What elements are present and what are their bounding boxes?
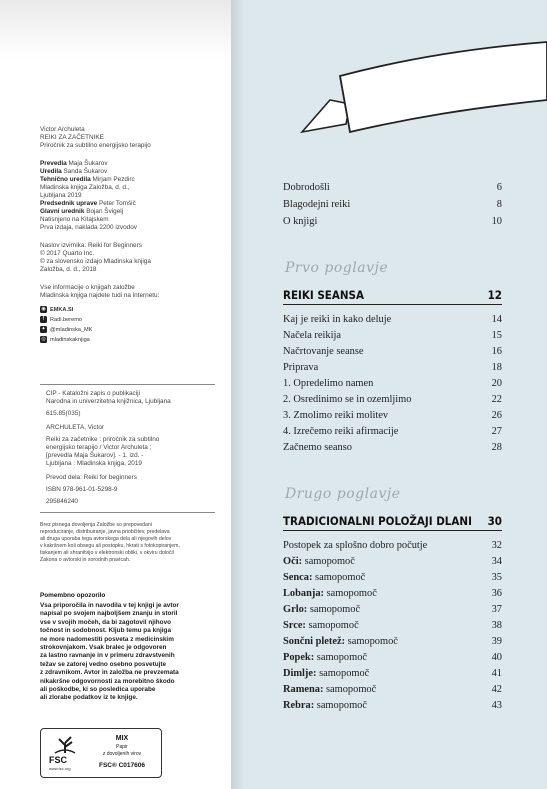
toc-entry[interactable]: Popek: samopomoč 40: [283, 652, 502, 663]
copyright-line: tiskanjem ali shranitvijo v elektronski obliki, v okviru določil: [40, 550, 174, 556]
credit-president: Predsednik uprave Peter Tomšič: [40, 200, 136, 207]
toc-entry[interactable]: Grlo: samopomoč 37: [283, 604, 502, 615]
cip-line: [prevedla Maja Šukarov]. - 1. izd. -: [46, 452, 144, 459]
ribbon-banner: [300, 40, 547, 150]
toc-entry[interactable]: Ramena: samopomoč 42: [283, 684, 502, 695]
divider: [40, 512, 215, 513]
cip-line: CIP - Kataložni zapis o publikaciji: [46, 390, 141, 397]
cip-line: Reiki za začetnike : priročnik za subtilno: [46, 436, 160, 443]
toc-entry[interactable]: Načela reikija 15: [283, 330, 502, 341]
original-line: © za slovensko izdajo Mladinska knjiga: [40, 258, 151, 265]
toc-entry[interactable]: Rebra: samopomoč 43: [283, 700, 502, 711]
cip-line: Ljubljana : Mladinska knjiga, 2019: [46, 460, 142, 467]
toc-entry[interactable]: Dobrodošli 6: [283, 182, 502, 193]
toc-entry[interactable]: O knjigi 10: [283, 216, 502, 227]
fsc-sources: z dovoljenih virov: [102, 751, 142, 757]
social-twitter[interactable]: ✦ @mladinska_MK: [41, 326, 93, 333]
web-icon: ◉: [41, 306, 46, 312]
cip-line: 615.85(035): [46, 410, 81, 417]
copyright-line: v kakršnem koli obsegu ali postopku, hkrati s fotokopiranjem,: [40, 543, 180, 549]
publisher-line: Ljubljana 2019: [40, 192, 82, 199]
cip-line: ISBN 978-961-01-5298-9: [46, 486, 118, 493]
original-line: Naslov izvirnika: Reiki for Beginners: [40, 242, 142, 249]
fsc-paper: Papir: [116, 744, 128, 750]
fsc-logo-box: [40, 728, 162, 778]
chapter-label: Drugo poglavje: [285, 486, 401, 502]
toc-entry[interactable]: Senca: samopomoč 35: [283, 572, 502, 583]
cip-line: 295846240: [46, 498, 78, 505]
credit-editor: Uredila Sanda Šukarov: [40, 168, 108, 175]
original-line: Založba, d. d., 2018: [40, 266, 97, 273]
chapter-label: Prvo poglavje: [285, 260, 389, 276]
toc-entry[interactable]: Srce: samopomoč 38: [283, 620, 502, 631]
author-name: Victor Archuleta: [40, 126, 85, 133]
book-subtitle: Priročnik za subtilno energijsko terapijo: [40, 142, 151, 149]
copyright-line: Zakona o avtorski in sorodnih pravicah.: [40, 557, 131, 563]
info-line: Vse informacije o knjigah založbe: [40, 284, 135, 291]
facebook-icon: f: [40, 316, 47, 323]
section-heading[interactable]: REIKI SEANSA 12: [283, 288, 502, 305]
social-facebook[interactable]: f Radi.beremo: [40, 316, 82, 323]
toc-entry[interactable]: Dimlje: samopomoč 41: [283, 668, 502, 679]
toc-entry[interactable]: Blagodejni reiki 8: [283, 199, 502, 210]
copyright-line: Brez pisnega dovoljenja Založbe so prepovedani: [40, 522, 152, 528]
fsc-mix: MIX: [115, 735, 129, 742]
cip-line: ARCHULETA, Victor: [46, 424, 105, 431]
copyright-line: ali druga uporaba tega avtorskega dela ali njegovih delov: [40, 536, 172, 542]
book-title: REIKI ZA ZAČETNIKE: [40, 134, 104, 141]
print-line: Prva izdaja, naklada 2200 izvodov: [40, 224, 137, 231]
warning-title: Pomembno opozorilo: [40, 592, 106, 599]
toc-entry[interactable]: 4. Izrečemo reiki afirmacije 27: [283, 426, 502, 437]
toc-entry[interactable]: Načrtovanje seanse 16: [283, 346, 502, 357]
toc-entry[interactable]: 1. Opredelimo namen 20: [283, 378, 502, 389]
instagram-icon: ◎: [41, 336, 46, 342]
section-heading[interactable]: TRADICIONALNI POLOŽAJI DLANI 30: [283, 514, 502, 531]
print-line: Natisnjeno na Kitajskem: [40, 216, 109, 223]
credit-translator: Prevedla Maja Šukarov: [40, 160, 108, 167]
fsc-code: FSC® C017606: [99, 762, 145, 769]
divider: [40, 384, 215, 385]
toc-entry[interactable]: Začnemo seanso 28: [283, 442, 502, 453]
original-line: © 2017 Quarto Inc.: [40, 250, 95, 257]
toc-entry[interactable]: Oči: samopomoč 34: [283, 556, 502, 567]
social-instagram[interactable]: ◎ mladinskaknjiga: [41, 336, 90, 343]
fsc-tree-icon: [51, 733, 79, 755]
fsc-url: www.fsc.org: [49, 766, 71, 771]
twitter-icon: ✦: [41, 326, 46, 332]
toc-entry[interactable]: 2. Osredinimo se in ozemljimo 22: [283, 394, 502, 405]
toc-entry[interactable]: Postopek za splošno dobro počutje 32: [283, 540, 502, 551]
publisher-line: Mladinska knjiga Založba, d. d.,: [40, 184, 130, 191]
fsc-brand: FSC: [49, 755, 67, 765]
social-website[interactable]: ◉ EMKA.SI: [41, 306, 74, 313]
toc-entry[interactable]: Lobanja: samopomoč 36: [283, 588, 502, 599]
toc-entry[interactable]: Sončni pletež: samopomoč 39: [283, 636, 502, 647]
toc-entry[interactable]: 3. Zmolimo reiki molitev 26: [283, 410, 502, 421]
cip-line: Narodna in univerzitetna knjižnica, Ljubljana: [46, 398, 171, 405]
cip-line: energijsko terapijo / Victor Archuleta ;: [46, 444, 152, 451]
toc-entry[interactable]: Priprava 18: [283, 362, 502, 373]
cip-line: Prevod dela: Reiki for beginners: [46, 474, 137, 481]
warning-text: Vsa priporočila in navodila v tej knjigi je avtor napisal po svojem najboljšem znanju in storil vse v svojih močeh, da bi zagotovil njihovo točnost in sodobnost. Kljub temu pa knjiga ne more nadomestiti posveta z medicinskim strokovnjakom. Vsak bralec je odgovoren za lastno ravnanje in v primeru zdravstvenih težav se zatorej vedno osebno posvetujte z zdravnikom. Avtor in založba ne prevzemata nikakršne odgovornosti za morebitno škodo ali poškodbe, ki so posledica uporabe ali zlorabe podatkov iz te knjige.: [40, 602, 179, 702]
credit-chief-editor: Glavni urednik Bojan Švigelj: [40, 208, 124, 215]
toc-entry[interactable]: Kaj je reiki in kako deluje 14: [283, 314, 502, 325]
info-line: Mladinska knjiga najdete tudi na internetu:: [40, 292, 160, 299]
credit-technical-editor: Tehnično uredila Mirjam Pezdirc: [40, 176, 135, 183]
copyright-line: reproduciranje, distribuiranje, javna priobčitev, predelava: [40, 529, 170, 535]
